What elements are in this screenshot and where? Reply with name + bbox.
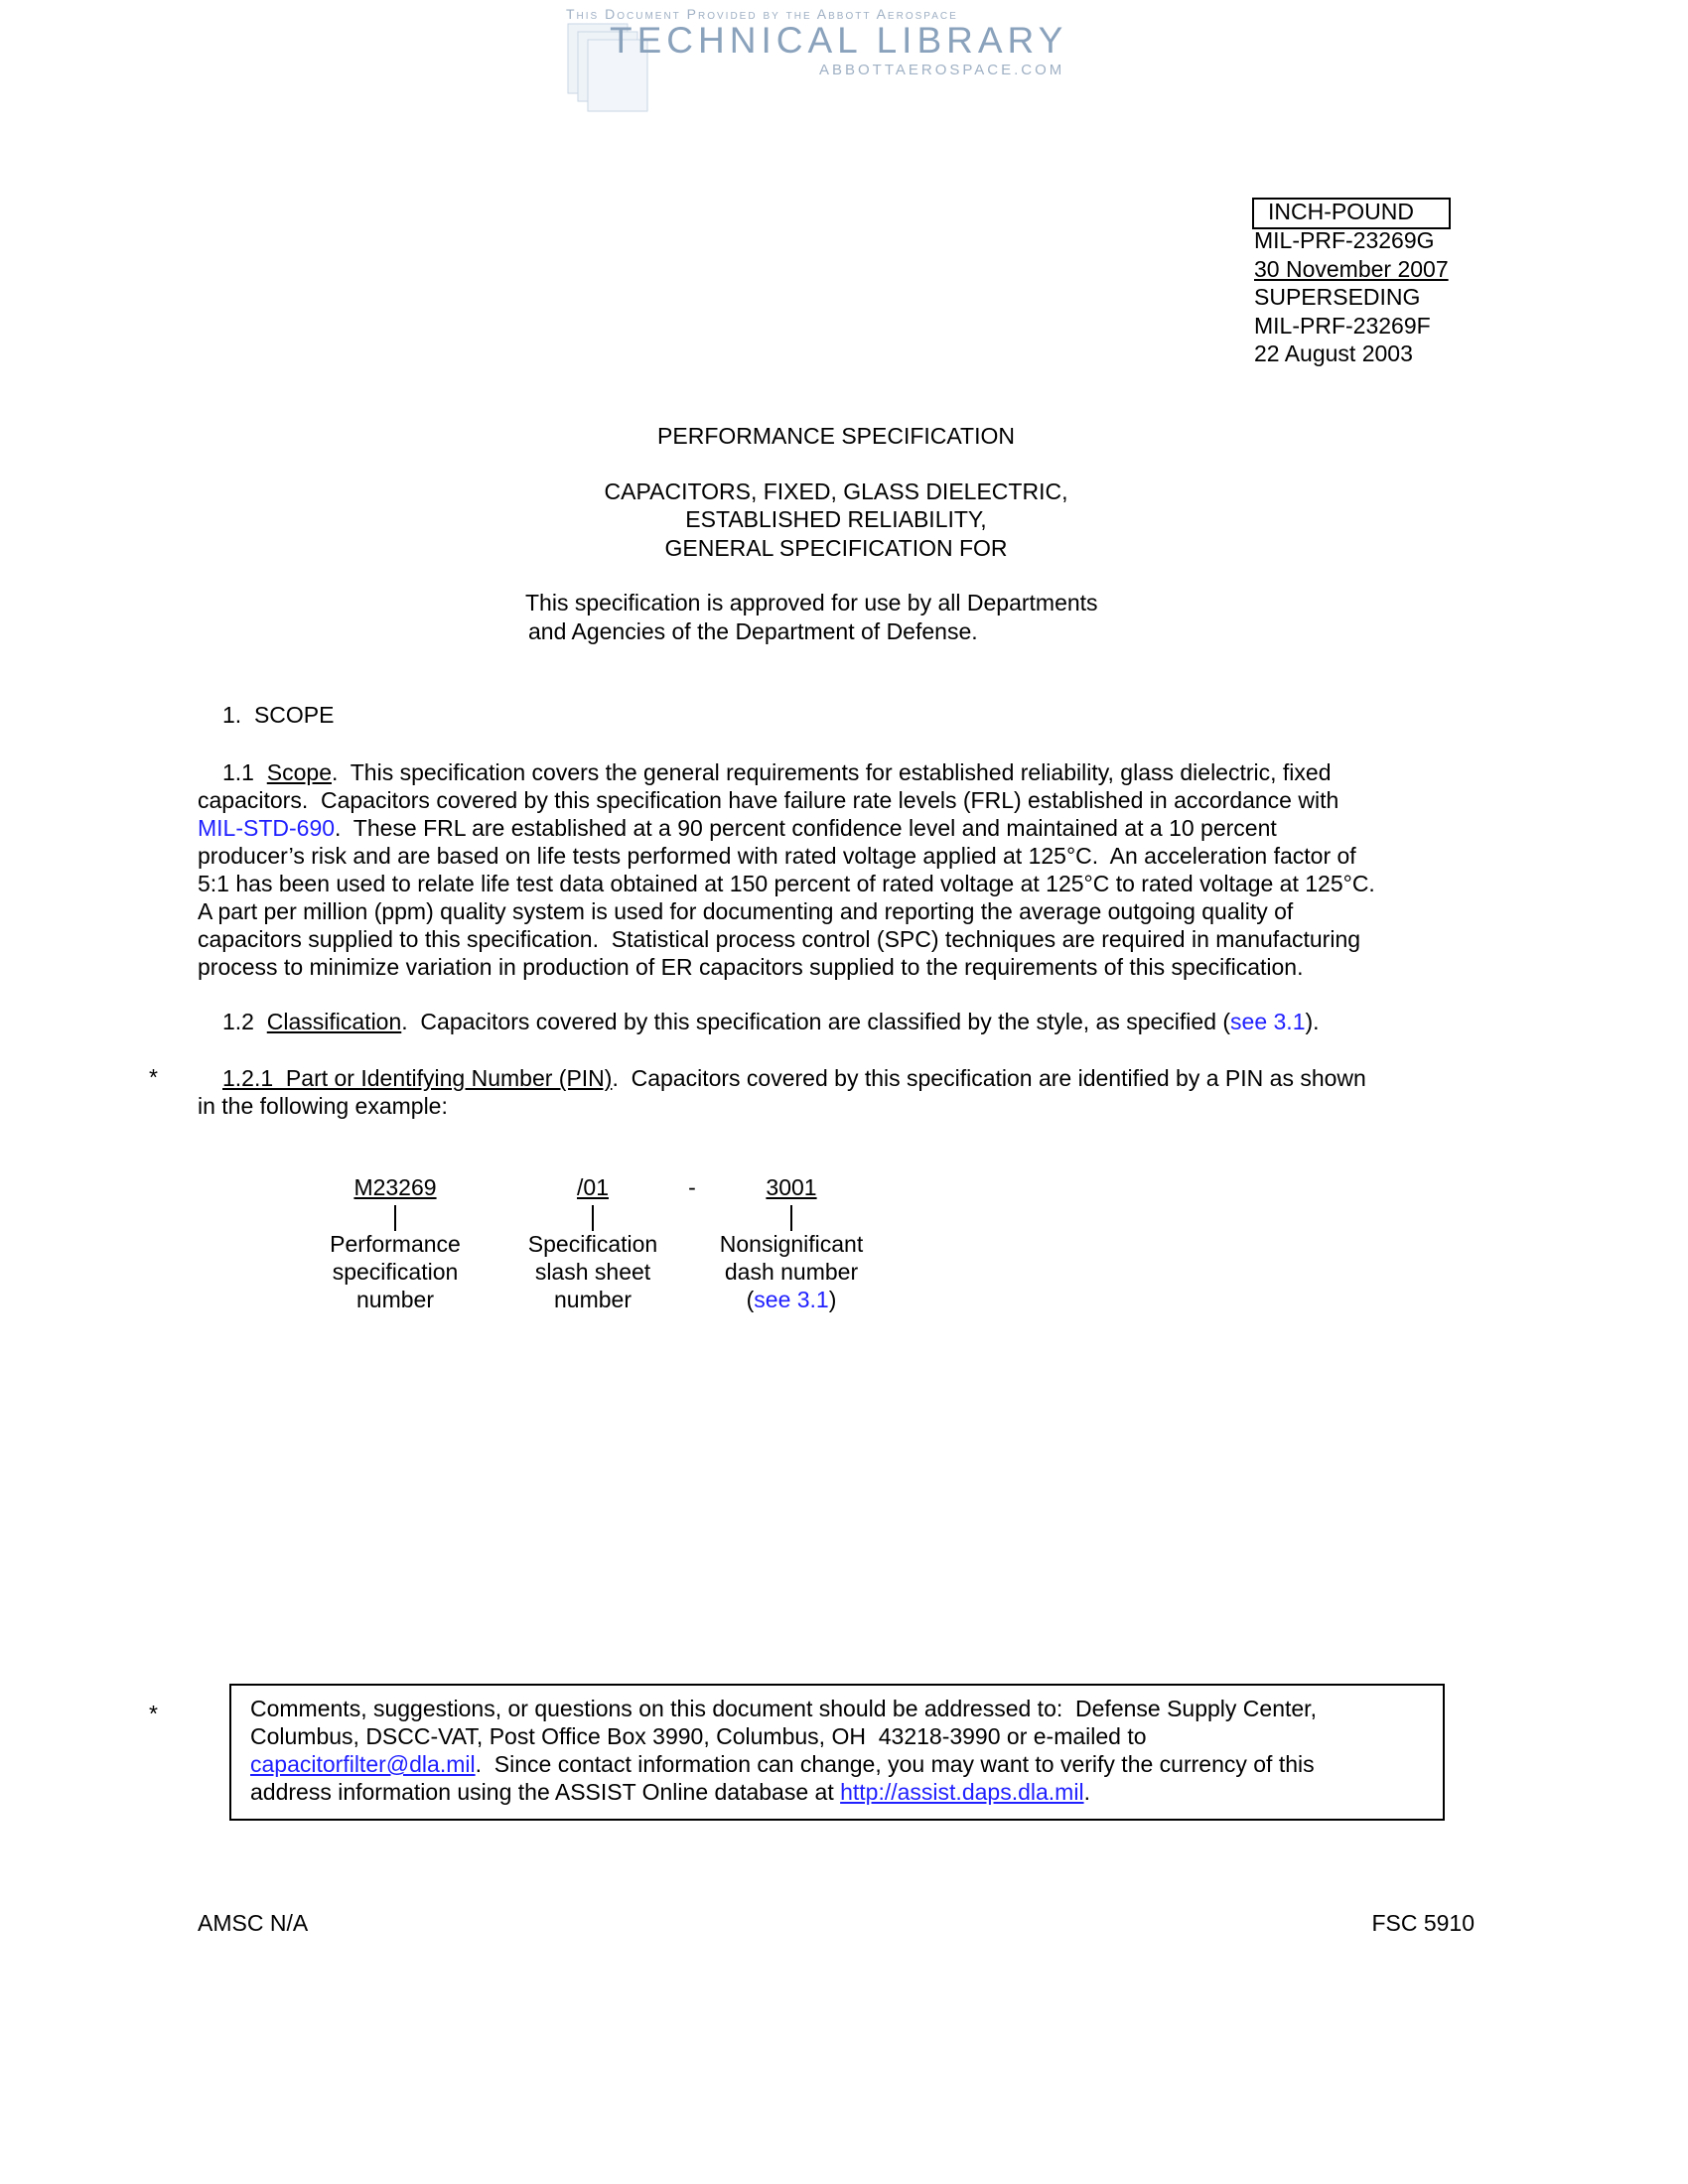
change-marker: * bbox=[149, 1064, 158, 1090]
text-line bbox=[198, 814, 1277, 842]
superseded-number: MIL-PRF-23269F bbox=[1254, 313, 1431, 339]
superseded-date: 22 August 2003 bbox=[1254, 341, 1413, 366]
text-line bbox=[222, 1008, 1320, 1035]
text-span: ). bbox=[1305, 1009, 1320, 1034]
doc-date: 30 November 2007 bbox=[1254, 256, 1449, 282]
title-line: ESTABLISHED RELIABILITY, bbox=[685, 506, 987, 532]
hyperlink[interactable]: capacitorfilter@dla.mil bbox=[250, 1751, 476, 1777]
text-span: capacitors supplied to this specification. Statistical process control (SPC) techniques are required in manufacturing bbox=[198, 926, 1361, 952]
text-span: Comments, suggestions, or questions on this document should be addressed to: Defense Supply Center, bbox=[250, 1696, 1317, 1721]
text-span: . This specification covers the general requirements for established reliability, glass dielectric, fixed bbox=[331, 759, 1332, 785]
hyperlink[interactable]: http://assist.daps.dla.mil bbox=[840, 1779, 1084, 1805]
hyperlink[interactable]: see 3.1 bbox=[1230, 1009, 1306, 1034]
watermark-top-line: This Document Provided by the Abbott Aerospace bbox=[566, 6, 958, 22]
text-span: in the following example: bbox=[198, 1093, 448, 1119]
text-span: . These FRL are established at a 90 percent confidence level and maintained at a 10 percent bbox=[335, 815, 1277, 841]
fsc-label: FSC 5910 bbox=[1371, 1910, 1475, 1936]
text-line bbox=[222, 758, 1332, 786]
change-marker: * bbox=[149, 1701, 158, 1726]
text-line bbox=[222, 1064, 1366, 1092]
paren: ( bbox=[746, 1287, 755, 1312]
text-span: A part per million (ppm) quality system is used for documenting and reporting the average outgoing quality of bbox=[198, 898, 1294, 924]
watermark-title: TECHNICAL LIBRARY bbox=[610, 20, 1068, 61]
text-span: 5:1 has been used to relate life test data obtained at 150 percent of rated voltage at 125°C to rated voltage at 125°C. bbox=[198, 871, 1375, 896]
pin-part-desc: number bbox=[554, 1287, 632, 1312]
text-span: 1.2 bbox=[222, 1009, 267, 1034]
text-line bbox=[198, 953, 1304, 981]
pin-part-desc: Performance bbox=[330, 1231, 461, 1257]
text-line bbox=[198, 925, 1360, 953]
text-span: 1.1 bbox=[222, 759, 267, 785]
pin-part-desc: slash sheet bbox=[534, 1259, 651, 1285]
title-line: GENERAL SPECIFICATION FOR bbox=[664, 535, 1008, 561]
pin-connector-line bbox=[790, 1205, 792, 1231]
text-line bbox=[198, 897, 1293, 925]
text-span: . Since contact information can change, you may want to verify the currency of this bbox=[475, 1751, 1315, 1777]
pin-part-desc: specification bbox=[332, 1259, 459, 1285]
text-span: capacitors. Capacitors covered by this specification have failure rate levels (FRL) established in accordance with bbox=[198, 787, 1339, 813]
approval-line: and Agencies of the Department of Defense. bbox=[528, 618, 978, 644]
underlined-heading: Classification bbox=[266, 1009, 402, 1034]
pin-part-desc: Nonsignificant bbox=[719, 1231, 864, 1257]
text-line bbox=[198, 870, 1375, 897]
pin-part-desc: number bbox=[356, 1287, 434, 1312]
text-span: producer’s risk and are based on life tests performed with rated voltage applied at 125°C. An acceleration factor of bbox=[198, 843, 1356, 869]
title-line: CAPACITORS, FIXED, GLASS DIELECTRIC, bbox=[604, 478, 1068, 504]
text-span: . bbox=[1083, 1779, 1090, 1805]
pin-part-code: 3001 bbox=[766, 1174, 817, 1200]
text-span: Columbus, DSCC-VAT, Post Office Box 3990, Columbus, OH 43218-3990 or e-mailed to bbox=[250, 1723, 1147, 1749]
underlined-heading: Scope bbox=[266, 759, 332, 785]
text-line bbox=[250, 1778, 1090, 1806]
hyperlink[interactable]: MIL-STD-690 bbox=[198, 815, 336, 841]
see-3-1-link[interactable]: see 3.1 bbox=[754, 1287, 829, 1312]
text-span: . Capacitors covered by this specification are identified by a PIN as shown bbox=[612, 1065, 1366, 1091]
units-label: INCH-POUND bbox=[1268, 199, 1414, 224]
approval-line: This specification is approved for use by all Departments bbox=[525, 590, 1098, 615]
text-line bbox=[250, 1695, 1317, 1722]
pin-separator: - bbox=[688, 1174, 696, 1200]
underlined-heading: 1.2.1 Part or Identifying Number (PIN) bbox=[222, 1065, 613, 1091]
pin-part-desc: Specification bbox=[527, 1231, 658, 1257]
amsc-label: AMSC N/A bbox=[198, 1910, 309, 1936]
text-line bbox=[198, 842, 1356, 870]
text-line bbox=[198, 786, 1338, 814]
pin-connector-line bbox=[394, 1205, 396, 1231]
paren: ) bbox=[828, 1287, 837, 1312]
doc-number: MIL-PRF-23269G bbox=[1254, 227, 1435, 253]
superseding-label: SUPERSEDING bbox=[1254, 284, 1421, 310]
pin-connector-line bbox=[592, 1205, 594, 1231]
pin-part-desc-ref bbox=[747, 1287, 837, 1313]
pin-part-desc: dash number bbox=[724, 1259, 859, 1285]
pin-part-code: /01 bbox=[577, 1174, 609, 1200]
text-line bbox=[250, 1750, 1315, 1778]
text-line bbox=[198, 1092, 448, 1120]
text-span: . Capacitors covered by this specification are classified by the style, as specified ( bbox=[401, 1009, 1231, 1034]
text-span: address information using the ASSIST Online database at bbox=[250, 1779, 841, 1805]
watermark-site: ABBOTTAEROSPACE.COM bbox=[819, 62, 1065, 78]
pin-part-code: M23269 bbox=[353, 1174, 437, 1200]
technical-library-watermark bbox=[566, 4, 1082, 113]
text-line bbox=[250, 1722, 1147, 1750]
spec-type: PERFORMANCE SPECIFICATION bbox=[657, 423, 1015, 449]
section-heading-scope: 1. SCOPE bbox=[222, 702, 335, 728]
text-span: process to minimize variation in production of ER capacitors supplied to the requirements of this specification. bbox=[198, 954, 1304, 980]
